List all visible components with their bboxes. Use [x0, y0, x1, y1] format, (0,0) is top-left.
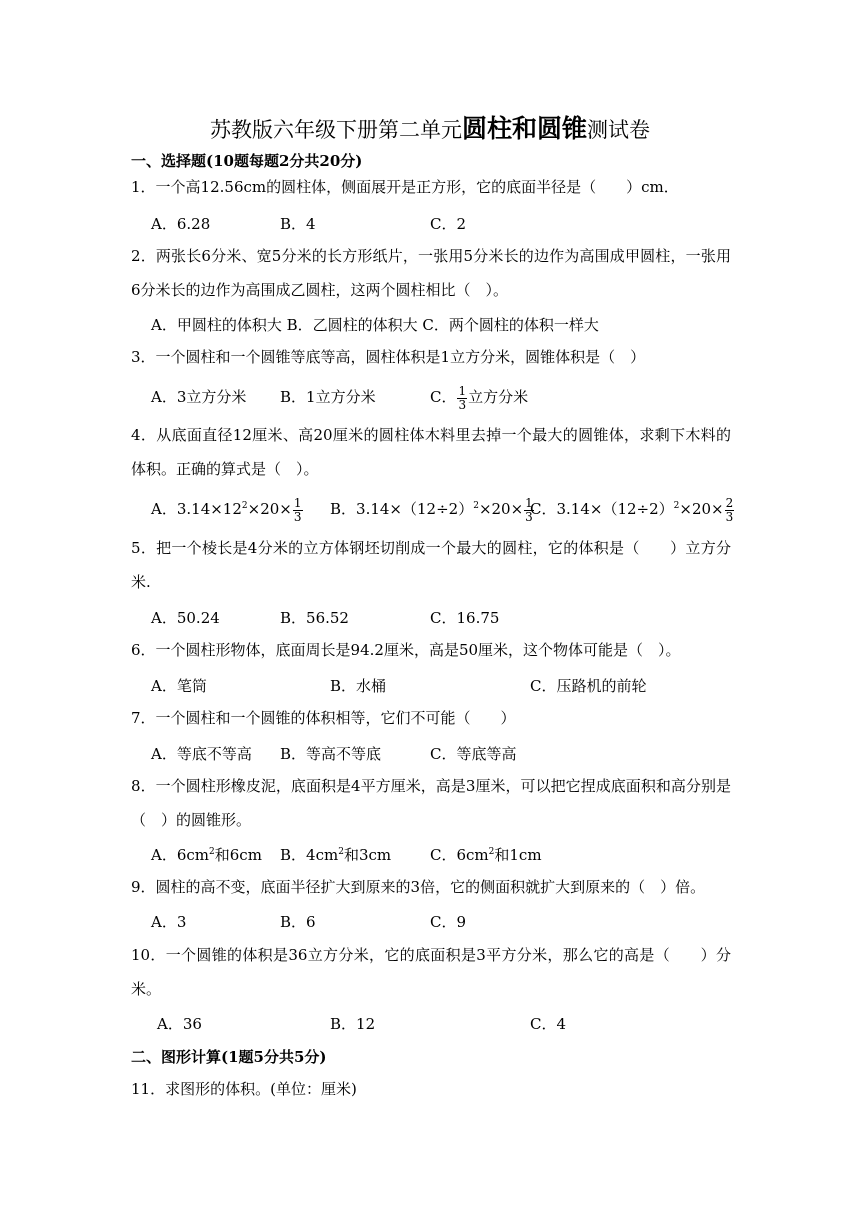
- q4-b-mid: ×20×: [478, 500, 524, 518]
- q5-option-b: B．56.52: [280, 609, 349, 627]
- q10-option-a: A．36: [157, 1015, 202, 1033]
- question-3: 3．一个圆柱和一个圆锥等底等高，圆柱体积是1立方分米，圆锥体积是（ ）: [131, 348, 646, 366]
- q5-option-a: A．50.24: [151, 609, 220, 627]
- title-emph2: 圆锥: [537, 114, 588, 143]
- page-title: [0, 114, 860, 145]
- question-9: 9．圆柱的高不变，底面半径扩大到原来的3倍，它的侧面积就扩大到原来的（ ）倍。: [131, 878, 706, 896]
- exponent: 2: [473, 501, 479, 511]
- q4-a-text: A．3.14×12: [151, 500, 242, 518]
- q8-option-a: [151, 845, 262, 865]
- fraction-numerator: 2: [725, 495, 734, 510]
- fraction: [457, 385, 467, 412]
- q6-option-b: B．水桶: [330, 677, 387, 695]
- q8-a-rest: 和6cm: [214, 846, 262, 864]
- fraction-denominator: 3: [725, 509, 734, 524]
- title-conj: 和: [511, 114, 537, 143]
- q3-option-a: A．3立方分米: [151, 388, 247, 406]
- q6-option-c: C．压路机的前轮: [530, 677, 647, 695]
- q8-b-rest: 和3cm: [343, 846, 392, 864]
- q4-option-b: [330, 490, 535, 528]
- fraction-numerator: 1: [293, 495, 302, 510]
- exponent: 2: [338, 847, 344, 857]
- q4-option-c: [530, 490, 735, 528]
- q9-option-b: B．6: [280, 913, 316, 931]
- question-11: 11．求图形的体积。(单位：厘米): [131, 1080, 357, 1098]
- q5-option-c: C．16.75: [430, 609, 500, 627]
- question-2: 2．两张长6分米、宽5分米的长方形纸片，一张用5分米长的边作为高围成甲圆柱，一张用6分米长的边作为高围成乙圆柱，这两个圆柱相比（ ）。: [131, 247, 731, 299]
- q1-option-b: B．4: [280, 215, 316, 233]
- q7-option-c: C．等底等高: [430, 745, 517, 763]
- question-8: 8．一个圆柱形橡皮泥，底面积是4平方厘米，高是3厘米，可以把它捏成底面积和高分别是（ ）的圆锥形。: [131, 777, 731, 829]
- fraction-denominator: 3: [458, 397, 467, 412]
- q10-option-c: C．4: [530, 1015, 567, 1033]
- q3-option-c: [430, 378, 528, 416]
- fraction-denominator: 3: [293, 509, 302, 524]
- q10-option-b: B．12: [330, 1015, 376, 1033]
- q8-option-c: [430, 845, 542, 865]
- q3-option-c-suffix: 立方分米: [468, 388, 529, 406]
- q8-c-rest: 和1cm: [494, 846, 542, 864]
- q4-b-text: B．3.14×（12÷2）: [330, 500, 474, 518]
- q4-c-text: C．3.14×（12÷2）: [530, 500, 674, 518]
- q8-c-text: C．6cm: [430, 846, 489, 864]
- q2-options: A．甲圆柱的体积大 B．乙圆柱的体积大 C．两个圆柱的体积一样大: [151, 316, 599, 334]
- question-5: 5．把一个棱长是4分米的立方体钢坯切削成一个最大的圆柱，它的体积是（ ）立方分米.: [131, 539, 731, 591]
- exponent: 2: [209, 847, 215, 857]
- exponent: 2: [488, 847, 495, 857]
- question-1: 1．一个高12.56cm的圆柱体，侧面展开是正方形，它的底面半径是（ ）cm．: [131, 178, 679, 196]
- fraction-numerator: 1: [458, 383, 467, 398]
- section-heading-calc: 二、图形计算(1题5分共5分): [131, 1048, 327, 1066]
- q9-option-a: A．3: [151, 913, 187, 931]
- q4-option-a: [151, 490, 304, 528]
- q7-option-a: A．等底不等高: [151, 745, 252, 763]
- fraction: [725, 497, 735, 524]
- q1-option-c: C．2: [430, 215, 467, 233]
- title-part2: 测试卷: [587, 118, 651, 142]
- q8-b-text: B．4cm: [280, 846, 339, 864]
- question-6: 6．一个圆柱形物体，底面周长是94.2厘米，高是50厘米，这个物体可能是（ ）。: [131, 641, 681, 659]
- question-4: 4．从底面直径12厘米、高20厘米的圆柱体木料里去掉一个最大的圆锥体，求剩下木料的体积。正确的算式是（ ）。: [131, 426, 731, 478]
- q9-option-c: C．9: [430, 913, 467, 931]
- q3-option-b: B．1立方分米: [280, 388, 376, 406]
- question-10: 10．一个圆锥的体积是36立方分米，它的底面积是3平方分米，那么它的高是（ ）分米。: [131, 946, 731, 998]
- q4-a-mid: ×20×: [247, 500, 292, 518]
- q8-a-text: A．6cm: [151, 846, 210, 864]
- q6-option-a: A．笔筒: [151, 677, 207, 695]
- q1-option-a: A．6.28: [151, 215, 211, 233]
- fraction-numerator: 1: [525, 495, 533, 510]
- question-7: 7．一个圆柱和一个圆锥的体积相等，它们不可能（ ）: [131, 709, 516, 727]
- title-part1: 苏教版六年级下册第二单元: [209, 118, 462, 142]
- exponent: 2: [241, 501, 248, 511]
- title-emph1: 圆柱: [461, 114, 512, 143]
- exponent: 2: [673, 501, 680, 511]
- fraction: [293, 497, 303, 524]
- fraction-denominator: 3: [525, 509, 533, 524]
- q3-option-c-prefix: C．: [430, 388, 457, 406]
- q4-c-mid: ×20×: [679, 500, 724, 518]
- section-heading-choice: 一、选择题(10题每题2分共20分): [131, 152, 363, 170]
- q7-option-b: B．等高不等底: [280, 745, 382, 763]
- q8-option-b: [280, 845, 391, 865]
